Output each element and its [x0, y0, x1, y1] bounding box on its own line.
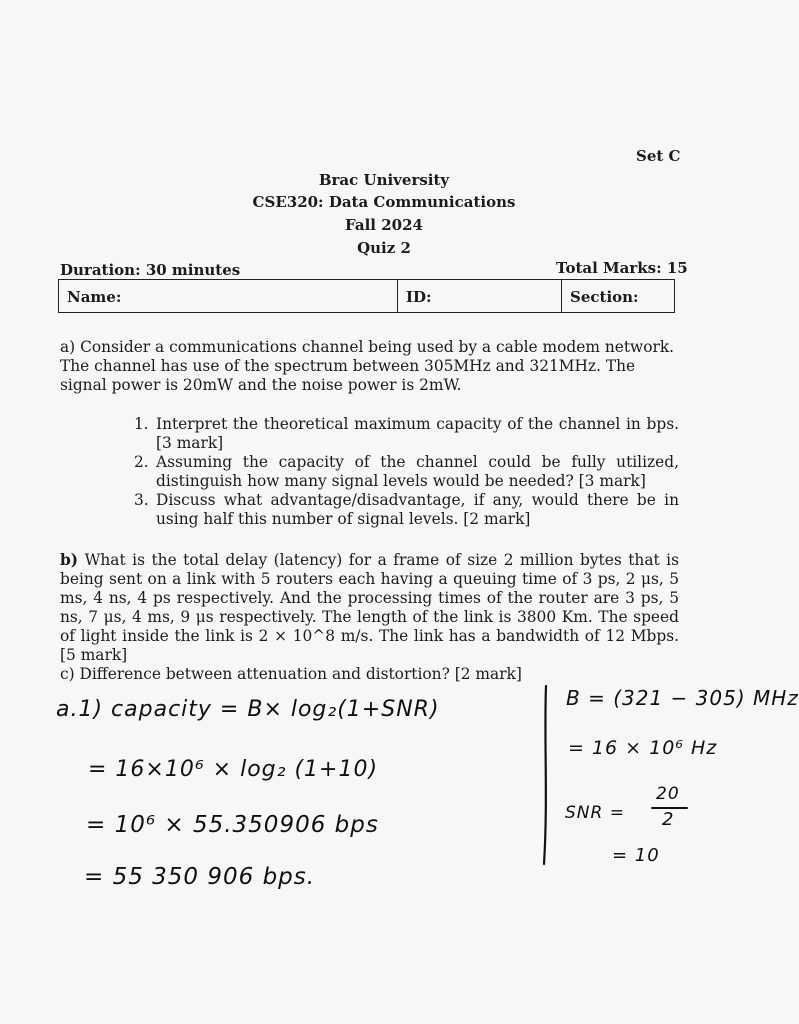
handwritten-snr-result: = 10 [612, 845, 660, 866]
item-text: Assuming the capacity of the channel could be fully utilized, distinguish how many signal levels would be needed? [3 mark] [156, 453, 679, 490]
set-label: Set C [636, 147, 681, 165]
item-text: Interpret the theoretical maximum capacity of the channel in bps. [3 mark] [156, 415, 679, 452]
handwritten-line-3: = 10⁶ × 55.350906 bps [86, 812, 379, 838]
list-item [134, 453, 679, 491]
question-b-text: What is the total delay (latency) for a frame of size 2 million bytes that is being sent on a link with 5 routers each having a queuing time of 3 ps, 2 μs, 5 ms, 4 ns, 4 ps respectively. And the processing times of the router are 3 ps, 5 ns, 7 μs, 4 ms, 9 μs respectively. The length of the link is 3800 Km. The speed of light inside the link is 2 × 10^8 m/s. The link has a bandwidth of 12 Mbps. [5 mark] [60, 551, 679, 664]
section-field[interactable] [561, 280, 674, 312]
handwritten-line-4: = 55 350 906 bps. [84, 864, 316, 890]
handwritten-line-2: = 16×10⁶ × log₂ (1+10) [88, 757, 379, 782]
course-title: CSE320: Data Communications [252, 193, 516, 211]
item-text: Discuss what advantage/disadvantage, if any, would there be in using half this number of signal levels. [2 mark] [156, 491, 679, 528]
handwritten-snr-denominator: 2 [662, 809, 675, 830]
section-label: Section: [570, 288, 639, 306]
item-number: 3. [134, 491, 149, 509]
handwritten-bandwidth: B = (321 − 305) MHz [566, 686, 799, 710]
handwritten-bandwidth-hz: = 16 × 10⁶ Hz [568, 737, 718, 759]
item-number: 2. [134, 453, 149, 471]
student-info-table [58, 279, 675, 313]
item-number: 1. [134, 415, 149, 433]
university-name: Brac University [318, 171, 450, 189]
name-label: Name: [67, 288, 122, 306]
name-field[interactable] [59, 280, 397, 312]
question-c: c) Difference between attenuation and distortion? [2 mark] [60, 665, 522, 683]
term: Fall 2024 [345, 216, 423, 234]
list-item [134, 491, 679, 529]
handwritten-snr-numerator: 20 [656, 784, 680, 804]
handwritten-line-1: a.1) capacity = B× log₂(1+SNR) [56, 697, 440, 722]
handwritten-snr-label: SNR = [565, 803, 625, 823]
duration: Duration: 30 minutes [60, 261, 241, 279]
question-a-items [134, 415, 679, 529]
question-a: a) Consider a communications channel being used by a cable modem network. The channel has use of the spectrum between 305MHz and 321MHz. The signal power is 20mW and the noise power is 2mW. [60, 338, 675, 394]
question-b [60, 551, 679, 665]
handwritten-divider [536, 680, 556, 870]
list-item [134, 415, 679, 453]
question-b-label: b) [60, 551, 79, 569]
total-marks: Total Marks: 15 [556, 259, 688, 277]
id-label: ID: [406, 288, 432, 306]
id-field[interactable] [397, 280, 561, 312]
quiz-title: Quiz 2 [357, 239, 411, 257]
